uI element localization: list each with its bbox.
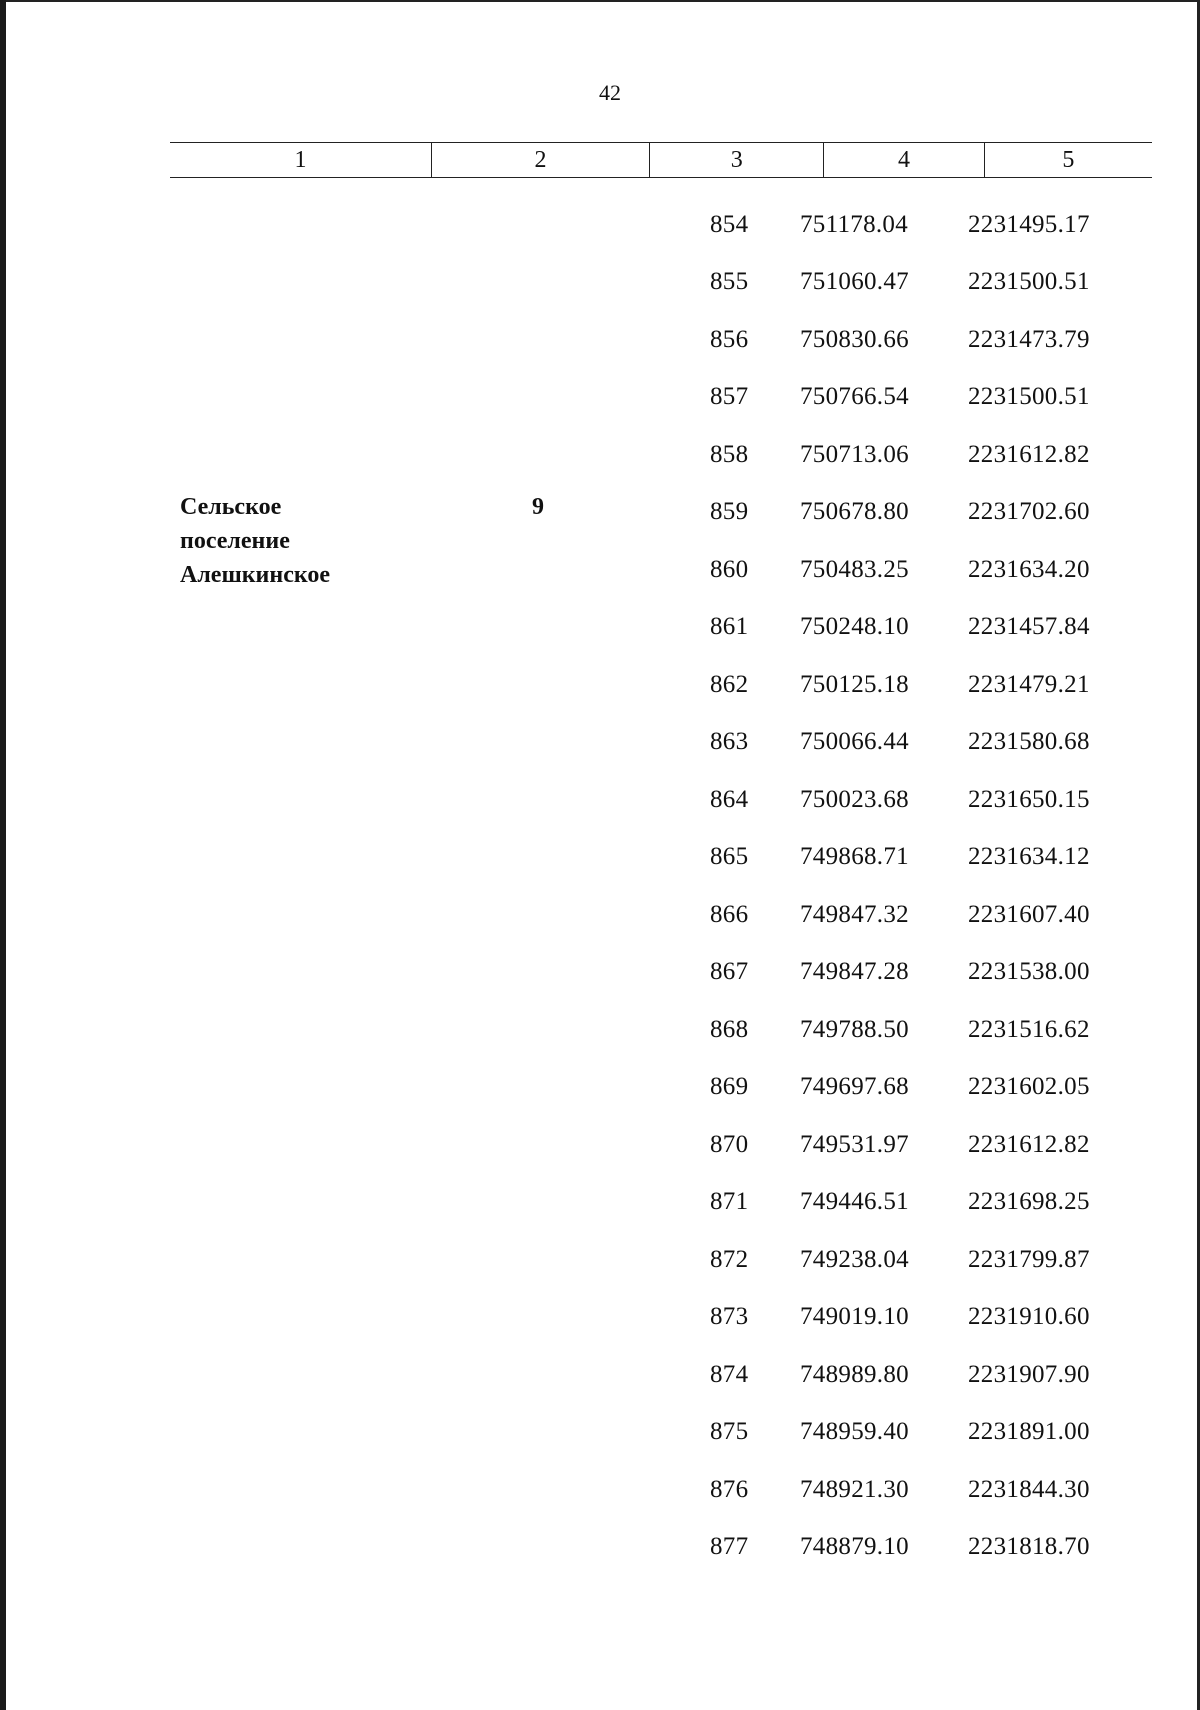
x-coordinate-cell: 750678.80 [800, 498, 909, 526]
x-coordinate-cell: 749788.50 [800, 1015, 909, 1043]
point-number-cell: 866 [710, 900, 749, 928]
table-row [690, 1231, 1150, 1289]
y-coordinate-cell: 2231844.30 [968, 1475, 1090, 1503]
scan-edge-top [0, 0, 1200, 2]
point-number-cell: 854 [710, 210, 749, 238]
zone-number: 9 [532, 494, 544, 520]
table-row [690, 311, 1150, 369]
point-number-cell: 865 [710, 843, 749, 871]
locality-line: поселение [180, 528, 290, 554]
x-coordinate-cell: 749847.28 [800, 958, 909, 986]
y-coordinate-cell: 2231500.51 [968, 268, 1090, 296]
x-coordinate-cell: 749697.68 [800, 1073, 909, 1101]
x-coordinate-cell: 750830.66 [800, 325, 909, 353]
x-coordinate-cell: 750713.06 [800, 440, 909, 468]
x-coordinate-cell: 749446.51 [800, 1188, 909, 1216]
x-coordinate-cell: 750483.25 [800, 555, 909, 583]
header-col-2: 2 [431, 143, 649, 177]
y-coordinate-cell: 2231818.70 [968, 1533, 1090, 1561]
point-number-cell: 860 [710, 555, 749, 583]
point-number-cell: 862 [710, 670, 749, 698]
x-coordinate-cell: 749868.71 [800, 843, 909, 871]
table-row [690, 1346, 1150, 1404]
point-number-cell: 856 [710, 325, 749, 353]
point-number-cell: 874 [710, 1360, 749, 1388]
x-coordinate-cell: 750023.68 [800, 785, 909, 813]
header-col-3: 3 [649, 143, 823, 177]
x-coordinate-cell: 749847.32 [800, 900, 909, 928]
y-coordinate-cell: 2231799.87 [968, 1245, 1090, 1273]
point-number-cell: 863 [710, 728, 749, 756]
x-coordinate-cell: 750125.18 [800, 670, 909, 698]
table-row [690, 1404, 1150, 1462]
x-coordinate-cell: 750766.54 [800, 383, 909, 411]
point-number-cell: 871 [710, 1188, 749, 1216]
table-row [690, 1519, 1150, 1577]
point-number-cell: 859 [710, 498, 749, 526]
locality-line: Сельское [180, 494, 282, 520]
scan-edge-left [0, 0, 6, 1710]
table-row [690, 714, 1150, 772]
y-coordinate-cell: 2231602.05 [968, 1073, 1090, 1101]
y-coordinate-cell: 2231702.60 [968, 498, 1090, 526]
coordinate-rows [690, 196, 1150, 1576]
table-row [690, 829, 1150, 887]
table-row [690, 541, 1150, 599]
y-coordinate-cell: 2231500.51 [968, 383, 1090, 411]
x-coordinate-cell: 748959.40 [800, 1418, 909, 1446]
y-coordinate-cell: 2231910.60 [968, 1303, 1090, 1331]
table-row [690, 1001, 1150, 1059]
point-number-cell: 869 [710, 1073, 749, 1101]
point-number-cell: 864 [710, 785, 749, 813]
y-coordinate-cell: 2231612.82 [968, 1130, 1090, 1158]
point-number-cell: 872 [710, 1245, 749, 1273]
point-number-cell: 875 [710, 1418, 749, 1446]
point-number-cell: 876 [710, 1475, 749, 1503]
point-number-cell: 857 [710, 383, 749, 411]
x-coordinate-cell: 749238.04 [800, 1245, 909, 1273]
point-number-cell: 877 [710, 1533, 749, 1561]
table-row [690, 771, 1150, 829]
x-coordinate-cell: 748879.10 [800, 1533, 909, 1561]
y-coordinate-cell: 2231516.62 [968, 1015, 1090, 1043]
table-row [690, 196, 1150, 254]
table-row [690, 944, 1150, 1002]
x-coordinate-cell: 748989.80 [800, 1360, 909, 1388]
table-row [690, 886, 1150, 944]
y-coordinate-cell: 2231907.90 [968, 1360, 1090, 1388]
x-coordinate-cell: 750066.44 [800, 728, 909, 756]
table-header [170, 142, 1152, 178]
x-coordinate-cell: 749531.97 [800, 1130, 909, 1158]
table-row [690, 426, 1150, 484]
table-row [690, 599, 1150, 657]
y-coordinate-cell: 2231634.12 [968, 843, 1090, 871]
x-coordinate-cell: 749019.10 [800, 1303, 909, 1331]
y-coordinate-cell: 2231495.17 [968, 210, 1090, 238]
table-row [690, 656, 1150, 714]
y-coordinate-cell: 2231698.25 [968, 1188, 1090, 1216]
locality-name [180, 490, 330, 592]
table-row [690, 254, 1150, 312]
point-number-cell: 873 [710, 1303, 749, 1331]
header-col-1: 1 [294, 147, 307, 173]
y-coordinate-cell: 2231479.21 [968, 670, 1090, 698]
header-col-4: 4 [823, 143, 983, 177]
table-row [690, 484, 1150, 542]
y-coordinate-cell: 2231607.40 [968, 900, 1090, 928]
table-row [690, 1289, 1150, 1347]
point-number-cell: 855 [710, 268, 749, 296]
point-number-cell: 868 [710, 1015, 749, 1043]
table-row [690, 1059, 1150, 1117]
locality-line: Алешкинское [180, 562, 331, 588]
x-coordinate-cell: 750248.10 [800, 613, 909, 641]
point-number-cell: 861 [710, 613, 749, 641]
point-number-cell: 858 [710, 440, 749, 468]
x-coordinate-cell: 748921.30 [800, 1475, 909, 1503]
point-number-cell: 870 [710, 1130, 749, 1158]
x-coordinate-cell: 751178.04 [800, 210, 909, 238]
page-number: 42 [599, 80, 621, 105]
point-number-cell: 867 [710, 958, 749, 986]
table-row [690, 369, 1150, 427]
x-coordinate-cell: 751060.47 [800, 268, 909, 296]
y-coordinate-cell: 2231473.79 [968, 325, 1090, 353]
y-coordinate-cell: 2231634.20 [968, 555, 1090, 583]
table-row [690, 1116, 1150, 1174]
table-row [690, 1174, 1150, 1232]
header-col-5: 5 [984, 143, 1152, 177]
y-coordinate-cell: 2231612.82 [968, 440, 1090, 468]
table-row [690, 1461, 1150, 1519]
y-coordinate-cell: 2231891.00 [968, 1418, 1090, 1446]
y-coordinate-cell: 2231538.00 [968, 958, 1090, 986]
y-coordinate-cell: 2231457.84 [968, 613, 1090, 641]
y-coordinate-cell: 2231650.15 [968, 785, 1090, 813]
y-coordinate-cell: 2231580.68 [968, 728, 1090, 756]
